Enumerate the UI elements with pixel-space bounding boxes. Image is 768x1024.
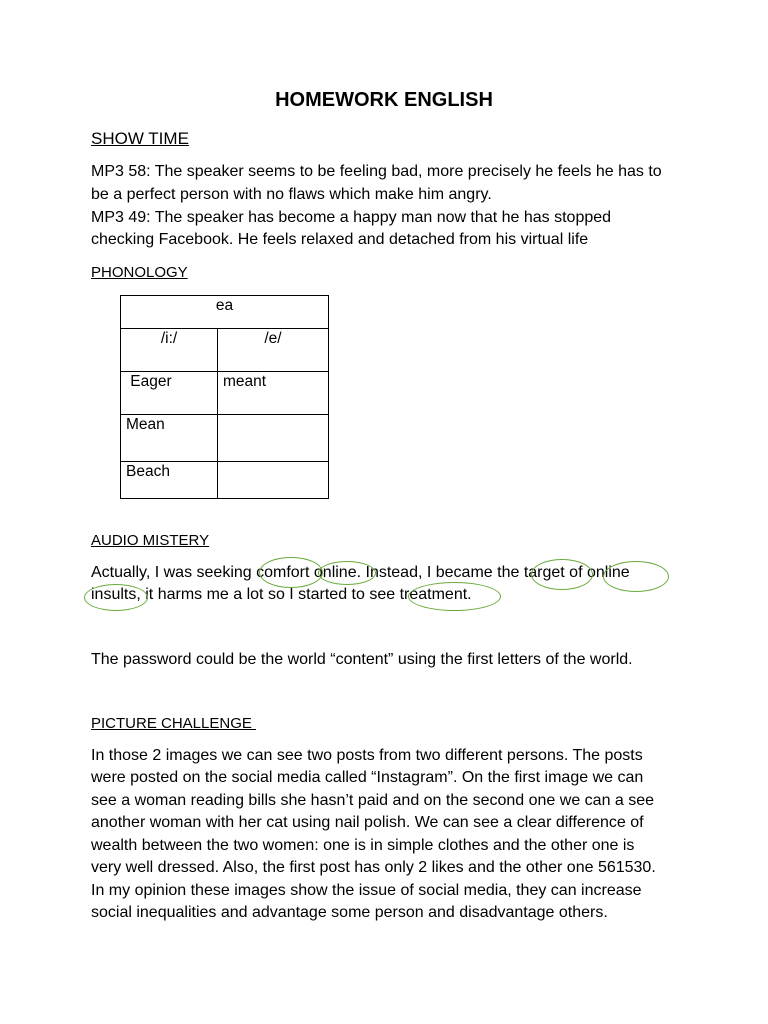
circle-insults bbox=[84, 584, 148, 611]
circle-comfort bbox=[259, 557, 323, 588]
table-header-ea: ea bbox=[121, 296, 329, 329]
circle-online bbox=[318, 561, 376, 585]
document-title: HOMEWORK ENGLISH bbox=[275, 89, 493, 111]
picture-challenge-line: In my opinion these images show the issue of social media, they can increase bbox=[91, 882, 642, 899]
table-cell bbox=[218, 415, 329, 462]
picture-challenge-line: In those 2 images we can see two posts from two different persons. The posts bbox=[91, 747, 643, 764]
circle-target bbox=[531, 559, 593, 590]
picture-challenge-line: were posted on the social media called “Instagram”. On the first image we can bbox=[91, 769, 644, 786]
show-time-heading: SHOW TIME bbox=[91, 129, 189, 148]
picture-challenge-heading: PICTURE CHALLENGE bbox=[91, 715, 257, 732]
table-cell bbox=[218, 462, 329, 499]
picture-challenge-line: wealth between the two women: one is in simple clothes and the other one is bbox=[91, 837, 635, 854]
table-cell: meant bbox=[218, 372, 329, 415]
show-time-line: MP3 49: The speaker has become a happy man now that he has stopped bbox=[91, 209, 612, 226]
table-cell: Eager bbox=[121, 372, 218, 415]
column-header-e: /e/ bbox=[218, 329, 329, 372]
show-time-line: MP3 58: The speaker seems to be feeling bad, more precisely he feels he has to bbox=[91, 163, 662, 180]
picture-challenge-line: see a woman reading bills she hasn’t paid and on the second one we can a see bbox=[91, 792, 655, 809]
show-time-line: be a perfect person with no flaws which make him angry. bbox=[91, 186, 492, 203]
audio-mistery-line: insults, it harms me a lot so I started to see treatment. bbox=[91, 586, 472, 603]
table-cell: Mean bbox=[121, 415, 218, 462]
picture-challenge-line: another woman with her cat using nail polish. We can see a clear difference of bbox=[91, 814, 644, 831]
circle-treatment bbox=[408, 582, 501, 611]
audio-mistery-heading: AUDIO MISTERY bbox=[91, 532, 210, 549]
picture-challenge-line: very well dressed. Also, the first post has only 2 likes and the other one 561530. bbox=[91, 859, 656, 876]
picture-challenge-line: social inequalities and advantage some person and disadvantage others. bbox=[91, 904, 608, 921]
audio-mistery-line: Actually, I was seeking comfort online. Instead, I became the target of online bbox=[91, 564, 630, 581]
password-line: The password could be the world “content” using the first letters of the world. bbox=[91, 651, 633, 668]
circle-online-2 bbox=[603, 561, 669, 592]
phonology-heading: PHONOLOGY bbox=[91, 264, 188, 281]
table-cell: Beach bbox=[121, 462, 218, 499]
show-time-line: checking Facebook. He feels relaxed and detached from his virtual life bbox=[91, 231, 589, 248]
column-header-i: /i:/ bbox=[121, 329, 218, 372]
phonology-table bbox=[120, 295, 329, 499]
